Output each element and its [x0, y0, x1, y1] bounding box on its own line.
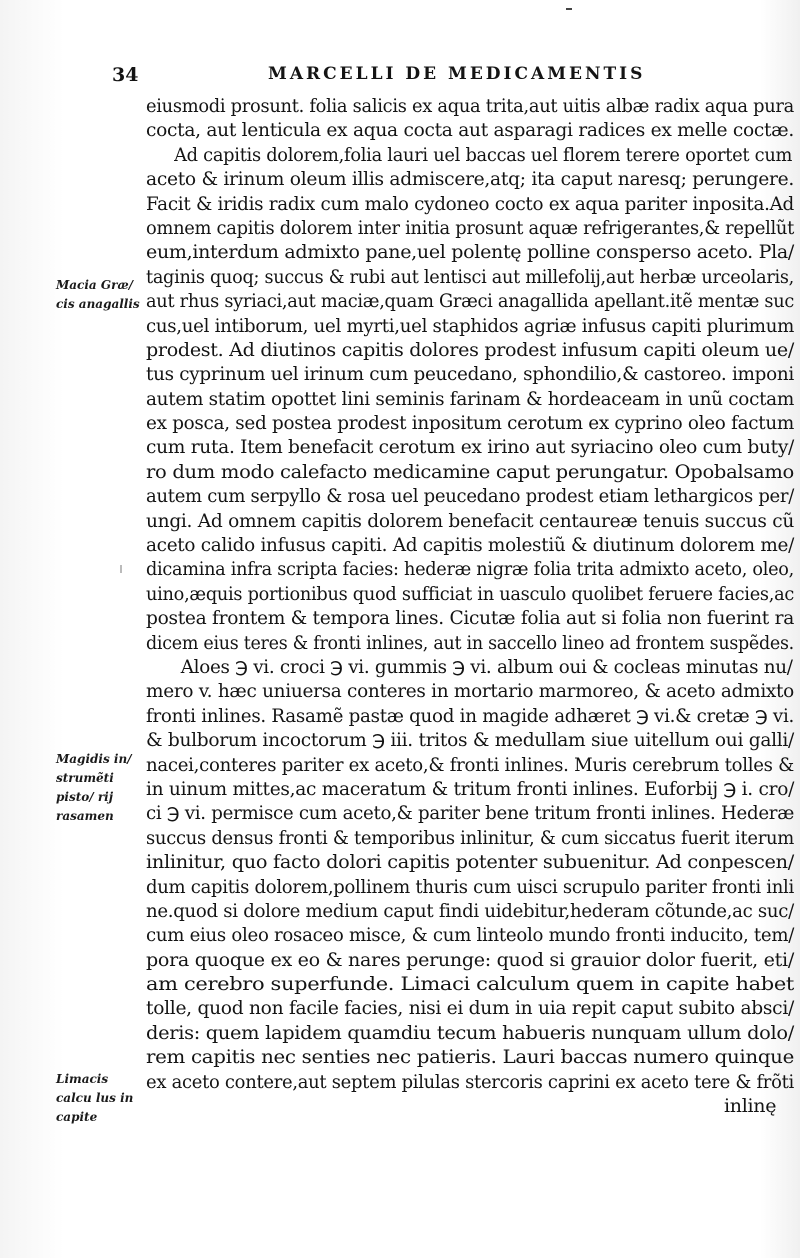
text-line: eum,interdum admixto pane,uel polentę polline consperso aceto. Pla/: [146, 241, 795, 264]
text-line: in uinum mittes,ac maceratum & tritum fronti inlines. Euforbij ℈ i. cro/: [146, 777, 795, 800]
text-line: Facit & iridis radix cum malo cydoneo cocto ex aqua pariter inposita.Ad: [146, 192, 795, 215]
text-line: Aloes ℈ vi. croci ℈ vi. gummis ℈ vi. album oui & cocleas minutas nu/: [180, 655, 793, 678]
text-line: uino,æquis portionibus quod sufficiat in uasculo quolibet feruere facies,ac: [146, 582, 795, 605]
print-mark: [566, 8, 572, 10]
text-line: cum ruta. Item benefacit cerotum ex irino aut syriacino oleo cum buty/: [146, 436, 795, 459]
text-line: ro dum modo calefacto medicamine caput perungatur. Opobalsamo: [146, 460, 795, 483]
text-line: & bulborum incoctorum ℈ iii. tritos & medullam siue uitellum oui galli/: [146, 729, 795, 752]
text-line: autem statim opottet lini seminis farinam & hordeaceam in unũ coctam: [146, 387, 795, 410]
marginal-note: Magidis in/ strumẽti pisto/ rij rasamen: [56, 752, 132, 823]
text-line: taginis quoq; succus & rubi aut lentisci aut millefolij,aut herbæ urceolaris,: [146, 265, 794, 288]
text-line: autem cum serpyllo & rosa uel peucedano prodest etiam lethargicos per/: [146, 485, 795, 508]
marginal-note: Limacis calcu lus in capite: [56, 1072, 134, 1124]
text-line: pora quoque ex eo & nares perunge: quod si grauior dolor fuerit, eti/: [146, 948, 794, 971]
text-line: fronti inlines. Rasamẽ pastæ quod in magide adhæret ℈ vi.& cretæ ℈ vi.: [146, 704, 795, 727]
text-line: eiusmodi prosunt. folia salicis ex aqua trita,aut uitis albæ radix aqua pura: [146, 95, 794, 117]
text-line: prodest. Ad diutinos capitis dolores prodest infusum capiti oleum ue/: [146, 338, 795, 361]
text-line: ex aceto contere,aut septem pilulas stercoris caprini ex aceto tere & frõti: [146, 1070, 794, 1093]
text-line: omnem capitis dolorem inter initia prosunt aquæ refrigerantes,& repellũt: [146, 216, 795, 239]
catchword: inlinę: [724, 1095, 777, 1118]
text-line: succus densus fronti & temporibus inlinitur, & cum siccatus fuerit iterum: [146, 826, 795, 849]
text-line: cum eius oleo rosaceo misce, & cum linteolo mundo fronti inducito, tem/: [146, 924, 795, 947]
text-line: deris: quem lapidem quamdiu tecum habueris nunquam ullum dolo/: [146, 1021, 794, 1044]
text-line: dicamina infra scripta facies: hederæ nigræ folia trita admixto aceto, oleo,: [146, 558, 794, 581]
text-line: cus,uel intiborum, uel myrti,uel staphidos agriæ infusus capiti plurimum: [146, 314, 795, 337]
text-line: inlinitur, quo facto dolori capitis potenter subuenitur. Ad conpescen/: [146, 851, 794, 874]
text-line: nacei,conteres pariter ex aceto,& fronti inlines. Muris cerebrum tolles &: [146, 753, 794, 776]
marginal-note: Macia Græ/ cis anagallis: [56, 278, 140, 311]
running-title: MARCELLI DE MEDICAMENTIS: [268, 64, 646, 84]
text-line: cocta, aut lenticula ex aqua cocta aut asparagi radices ex melle coctæ.: [146, 119, 794, 142]
page-number: 34: [112, 64, 139, 86]
print-mark: [120, 565, 122, 573]
text-line: am cerebro superfunde. Limaci calculum quem in capite habet: [146, 973, 795, 996]
text-line: ungi. Ad omnem capitis dolorem benefacit centaureæ tenuis succus cũ: [146, 509, 795, 532]
main-text: [146, 94, 796, 1118]
text-line: aut rhus syriaci,aut maciæ,quam Græci anagallida apellant.itẽ mentæ suc: [146, 290, 795, 313]
text-line: Ad capitis dolorem,folia lauri uel baccas uel florem terere oportet cum: [174, 143, 793, 166]
text-line: mero v. hæc uniuersa conteres in mortario marmoreo, & aceto admixto: [146, 680, 794, 703]
text-line: tus cyprinum uel irinum cum peucedano, sphondilio,& castoreo. imponi: [146, 363, 795, 386]
text-line: rem capitis nec senties nec patieris. Lauri baccas numero quinque: [146, 1046, 795, 1069]
text-line: ex posca, sed postea prodest inpositum cerotum ex cyprino oleo factum: [146, 412, 795, 435]
text-line: ne.quod si dolore medium caput findi uidebitur,hederam cõtunde,ac suc/: [146, 899, 794, 922]
text-line: dum capitis dolorem,pollinem thuris cum uisci scrupulo pariter fronti inli: [146, 875, 795, 898]
text-line: aceto & irinum oleum illis admiscere,atq; ita caput naresq; perungere.: [146, 168, 794, 191]
text-line: aceto calido infusus capiti. Ad capitis molestiũ & diutinum dolorem me/: [146, 534, 794, 557]
text-line: postea frontem & tempora lines. Cicutæ folia aut si folia non fuerint ra: [146, 607, 794, 630]
text-line: ci ℈ vi. permisce cum aceto,& pariter bene tritum fronti inlines. Hederæ: [146, 802, 794, 825]
text-line: tolle, quod non facile facies, nisi ei dum in uia repit caput subito absci/: [146, 997, 794, 1020]
text-line: dicem eius teres & fronti inlines, aut in saccello lineo ad frontem suspẽdes.: [146, 631, 794, 654]
